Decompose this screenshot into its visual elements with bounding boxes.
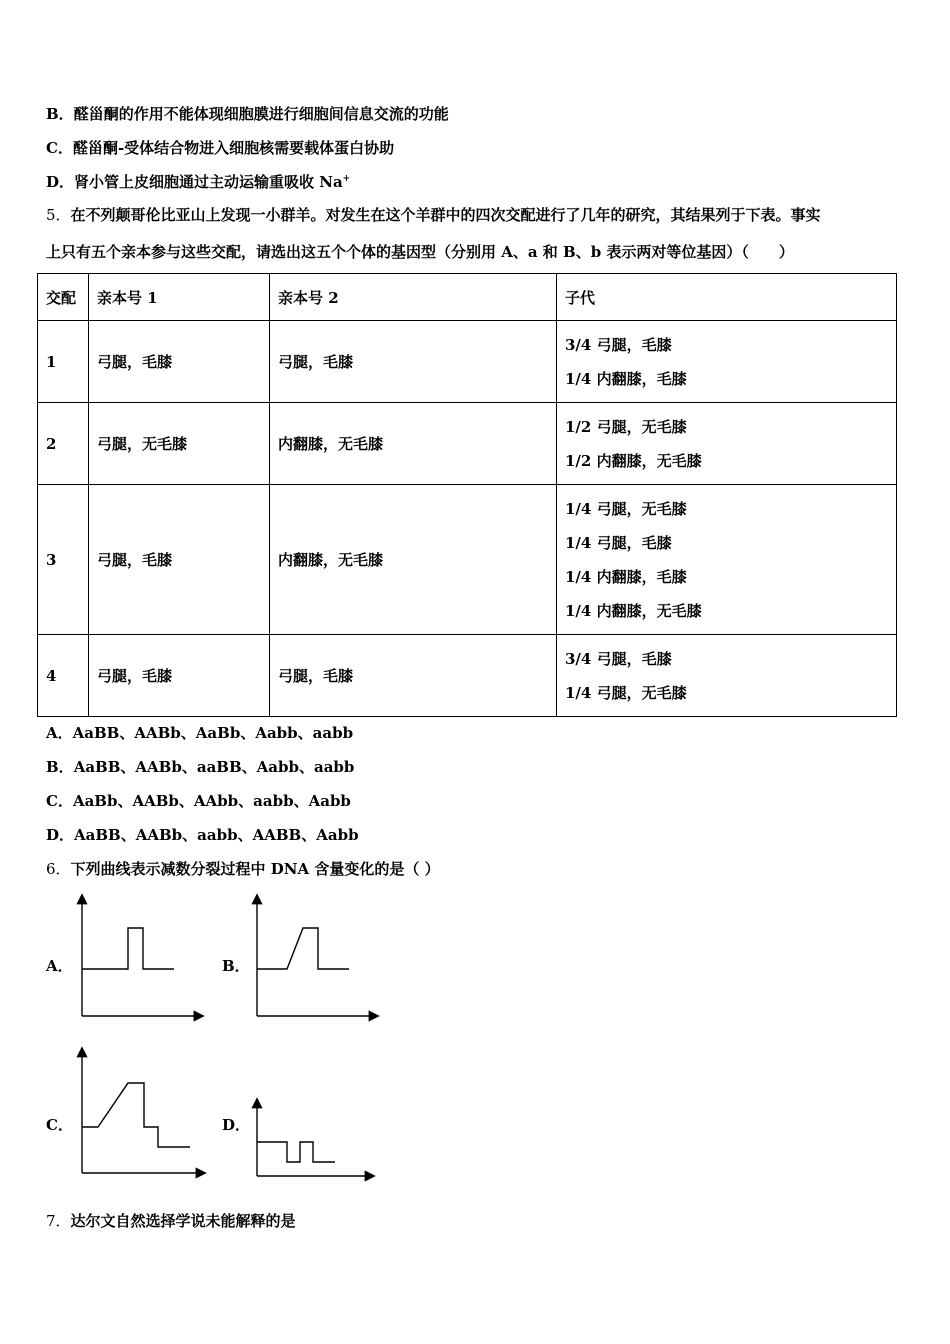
offspring-line: 1/4 弓腿，毛膝	[565, 533, 672, 552]
offspring-cell	[557, 321, 897, 403]
parent2-phenotype: 弓腿，毛膝	[270, 321, 557, 403]
graph-d	[245, 1094, 380, 1186]
cross-number: 1	[38, 321, 89, 403]
table-row	[38, 403, 897, 485]
graph-a	[70, 888, 210, 1026]
curve	[257, 928, 349, 969]
q5-stem-line2: 上只有五个亲本参与这些交配，请选出这五个个体的基因型（分别用 A、a 和 B、b 表示两对等位基因）（ ）	[46, 243, 794, 261]
header-offspring: 子代	[557, 274, 897, 321]
offspring-line: 1/4 内翻膝，毛膝	[565, 567, 687, 586]
offspring-line: 1/4 内翻膝，无毛膝	[565, 601, 702, 620]
curve	[257, 1142, 335, 1162]
q6-stem: 6．下列曲线表示减数分裂过程中 DNA 含量变化的是（ ）	[46, 860, 440, 878]
parent1-phenotype: 弓腿，毛膝	[89, 321, 270, 403]
graph-b	[245, 888, 385, 1026]
q4-option-b: B．醛甾酮的作用不能体现细胞膜进行细胞间信息交流的功能	[46, 105, 449, 123]
graph-b-label: B．	[222, 957, 250, 975]
graph-a-label: A．	[46, 957, 73, 975]
table-header-row	[38, 274, 897, 321]
offspring-cell	[557, 403, 897, 485]
graph-c-label: C．	[46, 1116, 73, 1134]
parent2-phenotype: 弓腿，毛膝	[270, 635, 557, 717]
q7-stem: 7．达尔文自然选择学说未能解释的是	[46, 1212, 296, 1230]
offspring-cell	[557, 485, 897, 635]
header-cross: 交配	[38, 274, 89, 321]
q5-option-b: B．AaBB、AABb、aaBB、Aabb、aabb	[46, 758, 355, 776]
cross-table	[37, 273, 897, 717]
q4-option-c: C．醛甾酮-受体结合物进入细胞核需要载体蛋白协助	[46, 139, 395, 157]
offspring-line: 1/2 弓腿，无毛膝	[565, 417, 687, 436]
offspring-line: 1/4 弓腿，无毛膝	[565, 683, 687, 702]
cross-number: 3	[38, 485, 89, 635]
offspring-line: 1/4 内翻膝，毛膝	[565, 369, 687, 388]
cross-number: 2	[38, 403, 89, 485]
parent2-phenotype: 内翻膝，无毛膝	[270, 485, 557, 635]
q5-stem-line1: 5．在不列颠哥伦比亚山上发现一小群羊。对发生在这个羊群中的四次交配进行了几年的研究，其结果列于下表。事实	[46, 206, 821, 224]
q4-option-d: D．肾小管上皮细胞通过主动运输重吸收 Na+	[46, 173, 351, 191]
table-row	[38, 485, 897, 635]
table-row	[38, 635, 897, 717]
header-parent1: 亲本号 1	[89, 274, 270, 321]
curve	[82, 928, 174, 969]
parent2-phenotype: 内翻膝，无毛膝	[270, 403, 557, 485]
parent1-phenotype: 弓腿，无毛膝	[89, 403, 270, 485]
table-row	[38, 321, 897, 403]
graph-d-label: D．	[222, 1116, 251, 1134]
q5-option-d: D．AaBB、AABb、aabb、AABB、Aabb	[46, 826, 359, 844]
graph-c	[70, 1043, 210, 1181]
header-parent2: 亲本号 2	[270, 274, 557, 321]
cross-number: 4	[38, 635, 89, 717]
offspring-line: 3/4 弓腿，毛膝	[565, 649, 672, 668]
q5-option-c: C．AaBb、AABb、AAbb、aabb、Aabb	[46, 792, 351, 810]
offspring-cell	[557, 635, 897, 717]
parent1-phenotype: 弓腿，毛膝	[89, 635, 270, 717]
offspring-line: 1/4 弓腿，无毛膝	[565, 499, 687, 518]
parent1-phenotype: 弓腿，毛膝	[89, 485, 270, 635]
offspring-line: 1/2 内翻膝，无毛膝	[565, 451, 702, 470]
curve	[82, 1083, 190, 1147]
offspring-line: 3/4 弓腿，毛膝	[565, 335, 672, 354]
q5-option-a: A．AaBB、AABb、AaBb、Aabb、aabb	[46, 724, 354, 742]
